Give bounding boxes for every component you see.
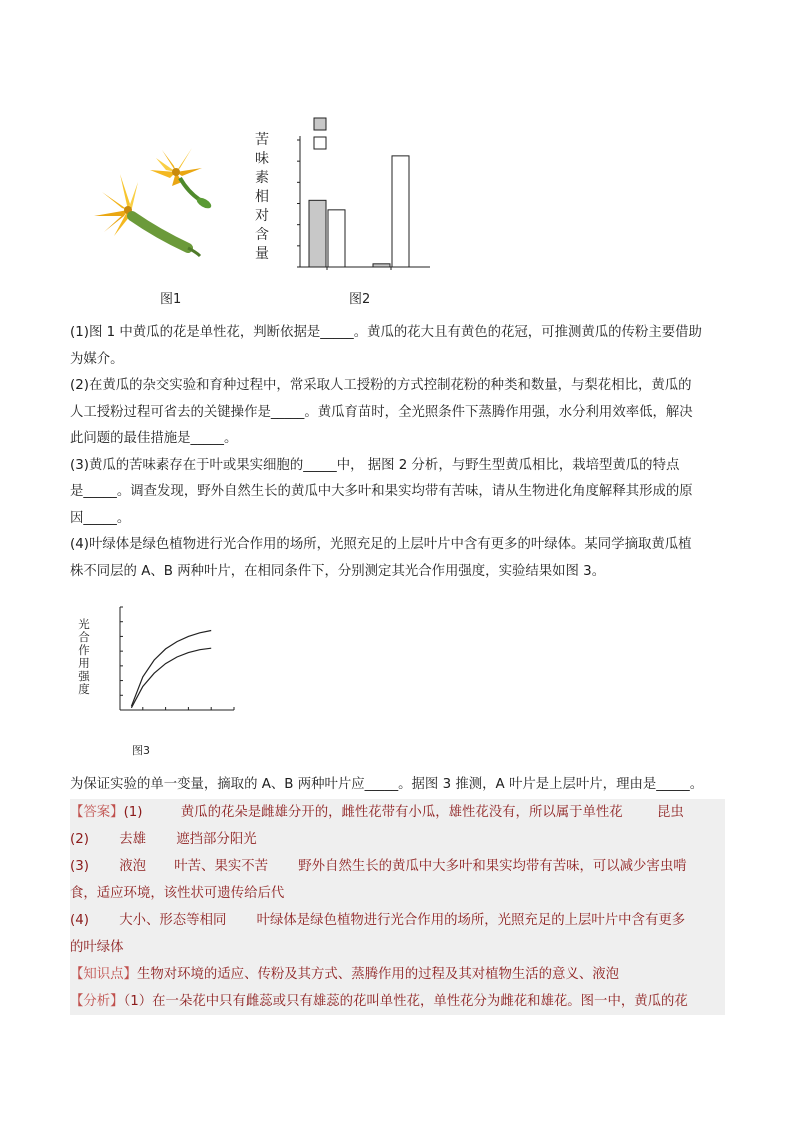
y-axis-label-char: 度 <box>78 682 90 696</box>
answer-1-text-2: 昆虫 <box>656 805 684 820</box>
line-chart-svg <box>74 600 254 750</box>
answer-2-text: 去雄 <box>119 832 147 847</box>
curve-a <box>131 631 211 707</box>
answer-4-number: (4) <box>70 913 89 928</box>
answer-3-text-3: 野外自然生长的黄瓜中大多叶和果实均带有苦味，可以减少害虫啃 <box>298 859 687 874</box>
legend-swatch <box>314 137 326 149</box>
analysis-label: 【分析】 <box>70 994 124 1009</box>
question-1-line-2: 为媒介。 <box>70 351 124 367</box>
cucumber-flower-figure <box>88 140 228 270</box>
knowledge-point-line <box>70 961 725 988</box>
question-2-line-1: (2)在黄瓜的杂交实验和育种过程中，常采取人工授粉的方式控制花粉的种类和数量，与梨花相比，黄瓜的 <box>70 378 692 393</box>
legend-swatch <box>314 118 326 130</box>
answer-3-text-4: 食，适应环境，该性状可遗传给后代 <box>70 886 285 901</box>
answer-2-text-2: 遮挡部分阳光 <box>176 832 257 847</box>
question-4-line-3: 为保证实验的单一变量，摘取的 A、B 两种叶片应_____。据图 3 推测，A 叶片是上层叶片，理由是_____。 <box>70 777 704 792</box>
answer-line-1 <box>70 799 725 826</box>
answer-2-number: (2) <box>70 832 89 847</box>
y-axis-label-char: 味 <box>255 151 269 167</box>
answer-1-text: 黄瓜的花朵是雌雄分开的，雌性花带有小瓜，雄性花没有，所以属于单性花 <box>180 805 623 820</box>
analysis-line <box>70 988 725 1015</box>
y-axis-label-char: 强 <box>78 669 90 683</box>
question-2-line-2: 人工授粉过程可省去的关键操作是_____。黄瓜育苗时，全光照条件下蒸腾作用强，水分利用效率低，解决 <box>70 404 693 420</box>
knowledge-point-label: 【知识点】 <box>70 967 137 982</box>
answer-3-text-2: 叶苦、果实不苦 <box>174 859 269 874</box>
figure-3-caption: 图3 <box>132 744 150 757</box>
question-4-line-2: 株不同层的 A、B 两种叶片，在相同条件下，分别测定其光合作用强度，实验结果如图 3。 <box>70 563 606 579</box>
answer-line-5 <box>70 907 725 934</box>
answer-4-text: 大小、形态等相同 <box>119 913 227 928</box>
curve-b <box>131 648 211 708</box>
bar-wild <box>392 156 409 267</box>
answer-3-text: 液泡 <box>119 859 147 874</box>
question-3-line-1: (3)黄瓜的苦味素存在于叶或果实细胞的_____中， 据图 2 分析，与野生型黄瓜相比，栽培型黄瓜的特点 <box>70 457 680 473</box>
y-axis-label-char: 光 <box>78 617 90 631</box>
analysis-text: （1）在一朵花中只有雌蕊或只有雄蕊的花叫单性花，单性花分为雌花和雄花。图一中，黄瓜的花 <box>123 994 688 1009</box>
figure-2-caption: 图2 <box>349 292 371 307</box>
question-1-line-1: (1)图 1 中黄瓜的花是单性花，判断依据是_____。黄瓜的花大且有黄色的花冠，可推测黄瓜的传粉主要借助 <box>70 325 702 340</box>
answer-line-4 <box>70 880 725 907</box>
question-2-line-3: 此问题的最佳措施是_____。 <box>70 431 238 446</box>
knowledge-point-text: 生物对环境的适应、传粉及其方式、蒸腾作用的过程及其对植物生活的意义、液泡 <box>136 967 620 982</box>
y-axis-label-char: 相 <box>255 189 269 205</box>
answer-line-6 <box>70 934 725 961</box>
y-axis-label-char: 苦 <box>255 132 269 148</box>
question-3-line-2: 是_____。调查发现，野外自然生长的黄瓜中大多叶和果实均带有苦味，请从生物进化角度解释其形成的原 <box>70 484 693 499</box>
figure-1-caption: 图1 <box>160 292 182 307</box>
line-chart-figure-3 <box>74 600 254 750</box>
y-axis-label-char: 对 <box>255 208 269 224</box>
y-axis-label-char: 量 <box>255 246 269 262</box>
y-axis-label-char: 含 <box>255 227 269 243</box>
question-block <box>70 320 725 585</box>
question-3-line-3: 因_____。 <box>70 510 131 526</box>
bar-chart-svg <box>250 112 440 288</box>
answer-line-2 <box>70 826 725 853</box>
cucumber-flower-illustration <box>88 140 228 270</box>
y-axis-label-char: 用 <box>78 656 90 670</box>
y-axis-label-char: 素 <box>255 170 269 186</box>
bar-cultivated <box>373 264 390 267</box>
question-4-continuation <box>70 772 725 799</box>
bar-chart-figure-2 <box>250 112 440 288</box>
answer-label: 【答案】 <box>70 805 124 820</box>
answer-1-number: (1) <box>123 805 143 820</box>
bar-wild <box>328 210 345 267</box>
y-axis-label-char: 合 <box>78 630 90 644</box>
answer-3-number: (3) <box>70 859 89 874</box>
answer-4-text-2: 叶绿体是绿色植物进行光合作用的场所，光照充足的上层叶片中含有更多 <box>256 913 686 928</box>
answer-4-text-3: 的叶绿体 <box>70 940 124 955</box>
answer-block <box>70 799 725 1015</box>
y-axis-label-char: 作 <box>78 643 90 657</box>
answer-line-3 <box>70 853 725 880</box>
bar-cultivated <box>309 200 326 267</box>
question-4-line-1: (4)叶绿体是绿色植物进行光合作用的场所，光照充足的上层叶片中含有更多的叶绿体。某同学摘取黄瓜植 <box>70 537 692 552</box>
